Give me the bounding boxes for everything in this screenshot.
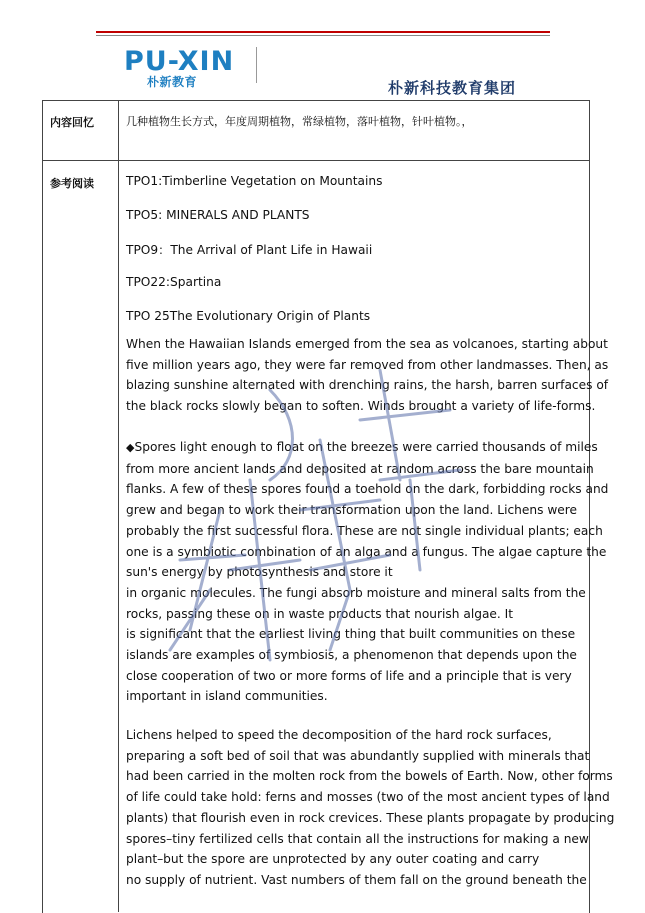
paragraph-2 [126,437,609,707]
text-line: five million years ago, they were far removed from other landmasses. Then, as [126,357,609,372]
text-line: is significant that the earliest living thing that built communities on these [126,627,576,642]
text-line: grew and began to work their transformation upon the land. Lichens were [126,503,578,518]
text-line: plants) that flourish even in rock crevices. These plants propagate by producing [126,810,615,825]
text-line: When the Hawaiian Islands emerged from the sea as volcanoes, starting about [126,337,608,351]
text-line: in organic molecules. The fungi absorb moisture and mineral salts from the [126,585,586,600]
text-line: flanks. A few of these spores found a toehold on the dark, forbidding rocks and [126,482,609,497]
text-line: one is a symbiotic combination of an alga and a fungus. The algae capture the [126,544,607,559]
text-line: islands are examples of symbiosis, a phenomenon that depends upon the [126,648,577,663]
reading-label: 参考阅读 [50,177,94,190]
text-line: sun's energy by photosynthesis and store it [126,565,393,580]
paragraph-1 [126,334,609,417]
paragraph-3 [126,725,615,891]
reference-item: TPO 25The Evolutionary Origin of Plants [126,309,371,323]
text-line: blazing sunshine alternated with drenching rains, the harsh, barren surfaces of [126,378,609,393]
company-name: 朴新科技教育集团 [388,79,517,97]
text-line: ◆Spores light enough to float on the breezes were carried thousands of miles [126,440,598,454]
text-line: spores–tiny fertilized cells that contain all the instructions for making a new [126,831,589,846]
text-line: plant–but the spore are unprotected by any outer coating and carry [126,852,540,867]
text-line: probably the first successful flora. These are not single individual plants; each [126,523,603,538]
puxin-logo [124,46,254,89]
header-red-rule [96,31,550,33]
text-line: had been carried in the molten rock from the bowels of Earth. Now, other forms [126,769,613,784]
logo-subtitle: 朴新教育 [147,75,198,89]
text-line: important in island communities. [126,689,328,704]
text-line: the black rocks slowly began to soften. Winds brought a variety of life-forms. [126,399,596,414]
reference-item: TPO5: MINERALS AND PLANTS [126,208,310,222]
text-line: Lichens helped to speed the decomposition of the hard rock surfaces, [126,728,552,742]
reference-item: TPO22:Spartina [126,275,222,289]
logo-divider [256,47,257,83]
text-line: close cooperation of two or more forms of life and a principle that is very [126,668,572,683]
recall-text: 几种植物生长方式，年度周期植物，常绿植物，落叶植物，针叶植物。， [126,115,473,128]
text-line: preparing a soft bed of soil that was abundantly supplied with minerals that [126,748,590,763]
text-line: no supply of nutrient. Vast numbers of them fall on the ground beneath the [126,872,587,887]
text-line: rocks, passing these on in waste products that nourish algae. It [126,606,514,621]
reference-item: TPO1:Timberline Vegetation on Mountains [126,174,383,188]
bullet-icon: ◆ [126,441,135,454]
table-row-divider [42,160,589,161]
table-column-divider [118,100,119,912]
recall-label: 内容回忆 [50,116,94,129]
reference-item: TPO9：The Arrival of Plant Life in Hawaii [126,243,373,257]
text-line: of life could take hold: ferns and mosses (two of the most ancient types of land [126,790,610,805]
header-gray-rule [96,35,550,36]
text-line: from more ancient lands and deposited at random across the bare mountain [126,461,594,476]
logo-text: PU-XIN [124,46,235,77]
